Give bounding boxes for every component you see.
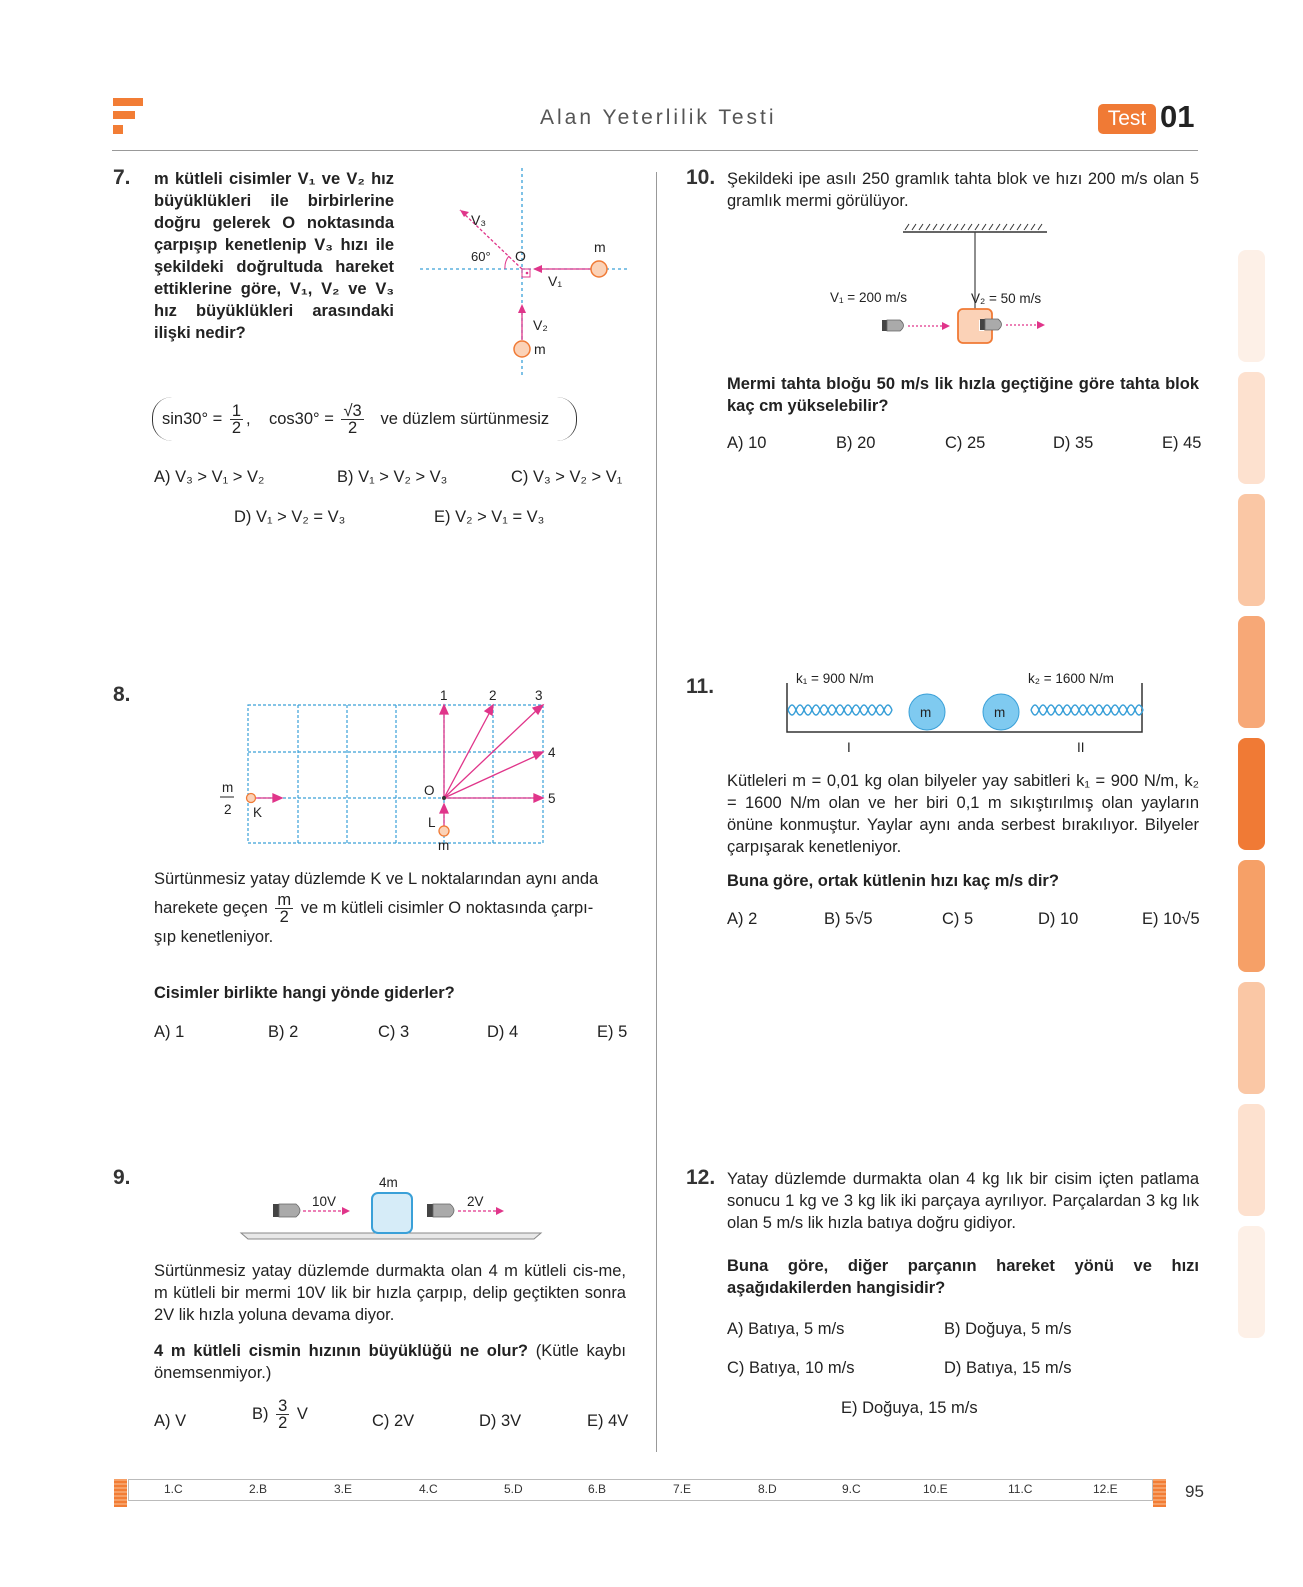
q8-option-d[interactable]: D) 4	[487, 1023, 519, 1041]
q9-option-b[interactable]	[252, 1398, 308, 1431]
q8-frac-den: 2	[279, 908, 289, 926]
q8-label-o: O	[424, 783, 435, 798]
answer-key-item: 9.C	[842, 1482, 861, 1496]
q8-label-l: L	[428, 815, 436, 830]
q12-option-b[interactable]: B) Doğuya, 5 m/s	[944, 1320, 1072, 1338]
q7-o-label: O	[515, 248, 526, 264]
answer-key-item: 10.E	[923, 1482, 948, 1496]
q7-comma: ,	[246, 409, 251, 428]
q11-m2-label: m	[994, 705, 1006, 720]
q7-line: şekildeki doğrultuda hareket	[154, 258, 394, 276]
answer-key-item: 6.B	[588, 1482, 607, 1496]
q12-question: Buna göre, diğer parçanın hareket yönü ve hızı aşağıdakilerden hangisidir?	[727, 1257, 1199, 1297]
side-tab	[1238, 250, 1265, 362]
q7-line: ilişki nedir?	[154, 324, 246, 342]
q11-option-b[interactable]: B) 5√5	[824, 910, 873, 928]
side-tab	[1238, 1104, 1265, 1216]
q7-line: hız büyüklükleri arasındaki	[154, 302, 394, 320]
q8-text-line2a: harekete geçen	[154, 898, 268, 917]
q7-sin-label: sin30° =	[162, 409, 223, 428]
answer-key-item: 5.D	[504, 1482, 523, 1496]
q8-label-4: 4	[548, 745, 556, 760]
q7-sin-num: 1	[231, 402, 242, 420]
q7-line: m kütleli cisimler V₁ ve V₂ hız	[154, 170, 394, 188]
q7-option-a[interactable]: A) V₃ > V₁ > V₂	[154, 468, 265, 486]
side-tab	[1238, 372, 1265, 484]
q9-option-b-den: 2	[278, 1414, 288, 1432]
q10-question: Mermi tahta bloğu 50 m/s lik hızla geçtiğine göre tahta blok kaç cm yükselebilir?	[727, 375, 1199, 415]
header-divider	[112, 150, 1198, 151]
answer-key-item: 12.E	[1093, 1482, 1118, 1496]
q9-bullet-block-diagram	[238, 1166, 548, 1246]
answer-key-bar	[128, 1479, 1153, 1501]
q8-label-m-den: 2	[224, 802, 232, 817]
q9-option-b-num: 3	[278, 1397, 288, 1415]
publisher-logo	[113, 98, 145, 138]
page-title: Alan Yeterlilik Testi	[540, 106, 777, 129]
q9-question-tail: (Kütle kaybı önemsenmiyor.)	[154, 1342, 626, 1382]
q8-option-c[interactable]: C) 3	[378, 1023, 410, 1041]
q8-label-2: 2	[489, 688, 497, 703]
q7-cos-num: √3	[343, 402, 362, 420]
answer-key-item: 3.E	[334, 1482, 353, 1496]
answer-key-item: 11.C	[1008, 1482, 1033, 1496]
q12-number: 12.	[686, 1166, 716, 1189]
q8-option-e[interactable]: E) 5	[597, 1023, 628, 1041]
side-tab	[1238, 982, 1265, 1094]
q12-option-d[interactable]: D) Batıya, 15 m/s	[944, 1359, 1072, 1377]
q9-question-block	[154, 1340, 626, 1384]
q11-option-c[interactable]: C) 5	[942, 910, 974, 928]
q7-line: ettiklerine göre, V₁, V₂ ve V₃	[154, 280, 394, 298]
q7-text	[154, 168, 394, 344]
q7-given-values	[152, 395, 577, 445]
q7-sin-den: 2	[231, 419, 242, 437]
q11-text: Kütleleri m = 0,01 kg olan bilyeler yay sabitleri k₁ = 900 N/m, k₂ = 1600 N/m olan ve her biri 0,1 m sıkıştırılmış olan yayların önüne konmuştur. Yaylar aynı anda serbest bırakılıyor. Bilyeler çarpışarak kenetleniyor.	[727, 772, 1199, 856]
q8-label-k: K	[253, 805, 263, 820]
q9-option-b-label: B)	[252, 1404, 269, 1423]
q7-number: 7.	[113, 166, 131, 189]
q9-number: 9.	[113, 1166, 131, 1189]
q9-option-c[interactable]: C) 2V	[372, 1412, 415, 1430]
q11-option-d[interactable]: D) 10	[1038, 910, 1079, 928]
q8-label-1: 1	[440, 688, 448, 703]
q10-bullet-right-final	[980, 319, 985, 330]
q7-option-c[interactable]: C) V₃ > V₂ > V₁	[511, 468, 623, 486]
q10-v1-label: V₁ = 200 m/s	[830, 290, 907, 305]
q8-grid-diagram	[218, 680, 578, 870]
side-tab	[1238, 1226, 1265, 1338]
side-tab	[1238, 616, 1265, 728]
q8-text-line3: şıp kenetleniyor.	[154, 928, 274, 946]
q7-line: doğru gelerek O noktasında	[154, 214, 394, 232]
q9-bullet-left	[273, 1204, 300, 1217]
q8-text-line1: Sürtünmesiz yatay düzlemde K ve L noktalarından aynı anda	[154, 870, 599, 888]
q10-text: Şekildeki ipe asılı 250 gramlık tahta blok ve hızı 200 m/s olan 5 gramlık mermi görülüyor.	[727, 170, 1199, 210]
q10-number: 10.	[686, 166, 716, 189]
q10-option-b[interactable]: B) 20	[836, 434, 876, 452]
q10-bullet-right-body	[985, 319, 1002, 330]
q10-pendulum-diagram	[830, 222, 1095, 352]
q10-option-c[interactable]: C) 25	[945, 434, 986, 452]
side-tab	[1238, 494, 1265, 606]
q9-question: 4 m kütleli cismin hızının büyüklüğü ne olur?	[154, 1342, 528, 1360]
q11-k1-label: k₁ = 900 N/m	[796, 671, 874, 686]
q7-option-e[interactable]: E) V₂ > V₁ = V₃	[434, 508, 545, 526]
q9-mass-label: 4m	[379, 1175, 398, 1190]
q11-question: Buna göre, ortak kütlenin hızı kaç m/s dir?	[727, 872, 1059, 890]
q8-frac-num: m	[277, 891, 292, 909]
q11-k2-label: k₂ = 1600 N/m	[1028, 671, 1114, 686]
q7-m-right-label: m	[594, 239, 606, 255]
q7-given-tail: ve düzlem sürtünmesiz	[380, 409, 550, 428]
q9-v-out-label: 2V	[467, 1194, 484, 1209]
q7-v1-label: V₁	[548, 273, 563, 289]
answer-key-item: 2.B	[249, 1482, 268, 1496]
q7-line: çarpışıp kenetlenip V₃ hızı ile	[154, 236, 394, 254]
q10-option-a[interactable]: A) 10	[727, 434, 767, 452]
page-number: 95	[1185, 1482, 1204, 1501]
q7-cos-label: cos30° =	[268, 409, 334, 428]
q11-spring-diagram	[780, 671, 1150, 755]
q8-label-m-num: m	[222, 780, 234, 795]
q11-m1-label: m	[920, 705, 932, 720]
q7-m-bottom-label: m	[534, 341, 546, 357]
q7-option-b[interactable]: B) V₁ > V₂ > V₃	[337, 468, 448, 486]
q9-bullet-right	[427, 1204, 454, 1217]
q9-option-e[interactable]: E) 4V	[587, 1412, 629, 1430]
answer-key-item: 4.C	[419, 1482, 438, 1496]
q7-option-d[interactable]: D) V₁ > V₂ = V₃	[234, 508, 346, 526]
q10-option-e[interactable]: E) 45	[1162, 434, 1202, 452]
q7-v2-label: V₂	[533, 317, 548, 333]
q11-ii-label: II	[1077, 740, 1085, 755]
side-tab-active	[1238, 738, 1265, 850]
q8-label-5: 5	[548, 791, 556, 806]
q10-v2-label: V₂ = 50 m/s	[971, 291, 1042, 306]
q9-option-d[interactable]: D) 3V	[479, 1412, 522, 1430]
footer-marker-right	[1153, 1479, 1166, 1507]
q8-label-3: 3	[535, 688, 543, 703]
q12-option-e[interactable]: E) Doğuya, 15 m/s	[841, 1399, 978, 1417]
q7-line: büyüklükleri ile birbirlerine	[154, 192, 394, 210]
test-number: 01	[1160, 99, 1195, 134]
q11-spring-2	[1031, 705, 1143, 715]
q8-question: Cisimler birlikte hangi yönde giderler?	[154, 984, 455, 1002]
test-badge: Test	[1098, 104, 1156, 134]
q8-label-m-bottom: m	[438, 838, 450, 853]
answer-key-item: 1.C	[164, 1482, 183, 1496]
q10-option-d[interactable]: D) 35	[1053, 434, 1094, 452]
q12-text: Yatay düzlemde durmakta olan 4 kg lık bir cisim içten patlama sonucu 1 kg ve 3 kg lik iki parçaya ayrılıyor. Parçalardan 3 kg lık olan 5 m/s lik hızla batıya doğru gidiyor.	[727, 1170, 1199, 1232]
q9-text: Sürtünmesiz yatay düzlemde durmakta olan 4 m kütleli cis-me, m kütleli bir mermi 10V lik bir hızla çarpıp, delip geçtikten sonra 2V lik hızla yoluna devama diyor.	[154, 1262, 626, 1324]
footer-marker-left	[114, 1479, 127, 1507]
q7-angle-label: 60°	[471, 249, 491, 264]
q11-option-a[interactable]: A) 2	[727, 910, 758, 928]
q11-option-e[interactable]: E) 10√5	[1142, 910, 1200, 928]
q8-number: 8.	[113, 683, 131, 706]
side-tab	[1238, 860, 1265, 972]
answer-key-item: 7.E	[673, 1482, 692, 1496]
q12-option-c[interactable]: C) Batıya, 10 m/s	[727, 1359, 855, 1377]
q11-number: 11.	[686, 675, 715, 698]
q9-v-in-label: 10V	[312, 1194, 337, 1209]
q11-spring-1	[788, 705, 892, 715]
q7-cos-den: 2	[347, 419, 358, 437]
q9-option-a[interactable]: A) V	[154, 1412, 187, 1430]
q9-option-b-unit: V	[296, 1404, 308, 1423]
q10-bullet-left	[882, 320, 904, 331]
q7-collision-diagram	[415, 168, 635, 383]
q7-v3-label: V₃	[471, 212, 487, 228]
q11-i-label: I	[847, 740, 851, 755]
q8-option-b[interactable]: B) 2	[268, 1023, 299, 1041]
q12-option-a[interactable]: A) Batıya, 5 m/s	[727, 1320, 845, 1338]
q8-text	[154, 866, 626, 949]
q8-option-a[interactable]: A) 1	[154, 1023, 185, 1041]
answer-key-item: 8.D	[758, 1482, 777, 1496]
q8-text-line2b: ve m kütleli cisimler O noktasında çarpı-	[300, 898, 594, 917]
column-divider	[656, 172, 657, 1452]
